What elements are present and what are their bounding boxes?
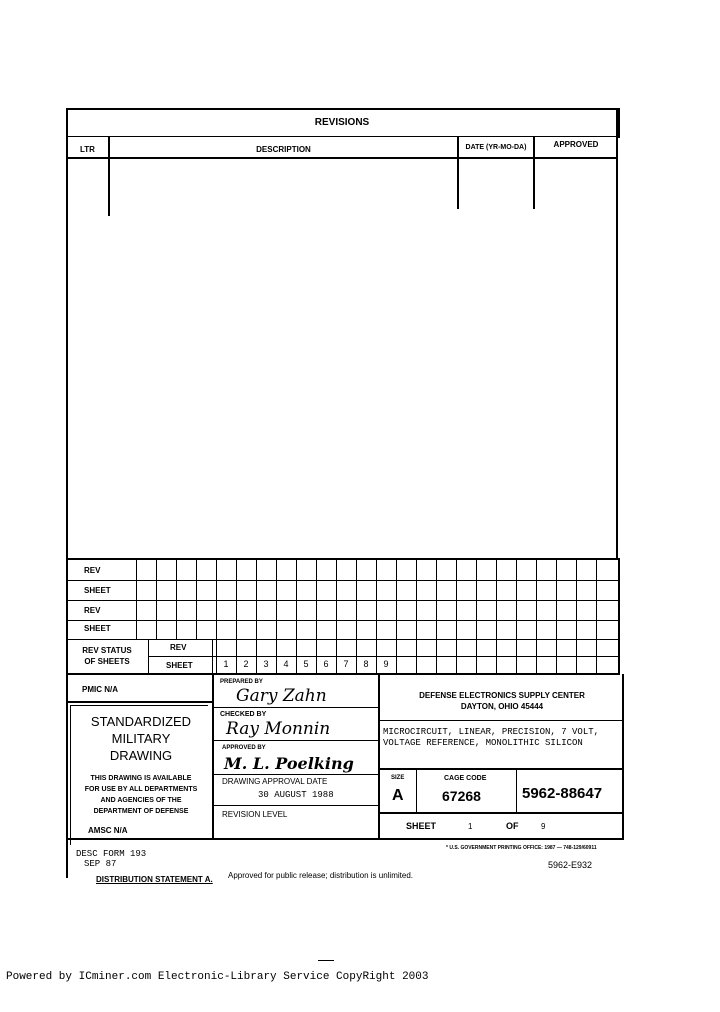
row-rev-1: REV bbox=[84, 566, 101, 575]
drawing-number: 5962-88647 bbox=[522, 785, 603, 802]
revision-level-label: REVISION LEVEL bbox=[222, 810, 288, 819]
checked-signature: Ray Monnin bbox=[226, 719, 331, 739]
document-number: 5962-E932 bbox=[548, 860, 593, 870]
sheet-number: 5 bbox=[303, 659, 309, 669]
amsc-label: AMSC N/A bbox=[88, 826, 128, 835]
sheet-number: 3 bbox=[263, 659, 269, 669]
size-value: A bbox=[392, 787, 404, 804]
sheet-number: 7 bbox=[343, 659, 349, 669]
org-name: DEFENSE ELECTRONICS SUPPLY CENTER bbox=[419, 691, 585, 700]
title-block bbox=[66, 674, 624, 840]
rev-status-label-2: OF SHEETS bbox=[84, 657, 130, 666]
sheet-number: 2 bbox=[243, 659, 249, 669]
approval-date-value: 30 AUGUST 1988 bbox=[258, 790, 334, 800]
availability-line-1: THIS DRAWING IS AVAILABLE bbox=[90, 775, 192, 782]
sheet-number: 4 bbox=[283, 659, 289, 669]
sheet-label: SHEET bbox=[406, 821, 437, 831]
revisions-title: REVISIONS bbox=[314, 117, 370, 128]
row-sheet-1: SHEET bbox=[84, 586, 111, 595]
sheet-number: 6 bbox=[323, 659, 329, 669]
col-date: DATE (YR-MO-DA) bbox=[465, 144, 527, 151]
sheet-number: 9 bbox=[383, 659, 389, 669]
drawing-title-line-2: VOLTAGE REFERENCE, MONOLITHIC SILICON bbox=[383, 738, 583, 748]
drawing-label: DRAWING bbox=[109, 748, 173, 763]
cage-code-label: CAGE CODE bbox=[444, 775, 487, 782]
military-label: MILITARY bbox=[111, 731, 171, 746]
prepared-signature: Gary Zahn bbox=[236, 686, 327, 706]
checked-by-label: CHECKED BY bbox=[220, 711, 267, 718]
col-description: DESCRIPTION bbox=[256, 145, 311, 154]
rev-status-grid bbox=[66, 558, 620, 674]
pmic-label: PMIC N/A bbox=[82, 685, 118, 694]
drawing-title-line-1: MICROCIRCUIT, LINEAR, PRECISION, 7 VOLT, bbox=[383, 727, 600, 737]
org-address: DAYTON, OHIO 45444 bbox=[460, 702, 544, 711]
sheet-number: 8 bbox=[363, 659, 369, 669]
availability-line-2: FOR USE BY ALL DEPARTMENTS bbox=[84, 786, 198, 793]
rev-status-label-1: REV STATUS bbox=[82, 646, 132, 655]
sheet-number: 1 bbox=[223, 659, 229, 669]
of-value: 9 bbox=[541, 822, 546, 831]
form-number: DESC FORM 193 bbox=[76, 849, 147, 859]
prepared-by-label: PREPARED BY bbox=[220, 679, 263, 685]
distribution-label: DISTRIBUTION STATEMENT A. bbox=[96, 875, 213, 884]
availability-line-3: AND AGENCIES OF THE bbox=[100, 797, 182, 804]
row-rev-2: REV bbox=[84, 606, 101, 615]
distribution-text: Approved for public release; distribution is unlimited. bbox=[228, 871, 413, 880]
row-sheet-2: SHEET bbox=[84, 624, 111, 633]
availability-line-4: DEPARTMENT OF DEFENSE bbox=[93, 808, 189, 815]
status-rev-label: REV bbox=[170, 643, 187, 652]
col-approved: APPROVED bbox=[553, 140, 599, 149]
cage-code-value: 67268 bbox=[442, 788, 481, 804]
standardized-label: STANDARDIZED bbox=[90, 714, 192, 729]
approved-signature: M. L. Poelking bbox=[224, 754, 354, 773]
form-date: SEP 87 bbox=[84, 859, 117, 869]
size-label: SIZE bbox=[391, 775, 405, 781]
col-ltr: LTR bbox=[80, 145, 95, 154]
powered-by-line: Powered by ICminer.com Electronic-Library Service CopyRight 2003 bbox=[6, 971, 429, 983]
status-sheet-label: SHEET bbox=[166, 661, 193, 670]
approved-by-label: APPROVED BY bbox=[222, 745, 266, 751]
of-label: OF bbox=[506, 821, 519, 831]
sheet-value: 1 bbox=[468, 822, 473, 831]
gpo-note: * U.S. GOVERNMENT PRINTING OFFICE: 1987 — 748-129/60911 bbox=[446, 845, 597, 851]
approval-date-label: DRAWING APPROVAL DATE bbox=[222, 777, 328, 786]
